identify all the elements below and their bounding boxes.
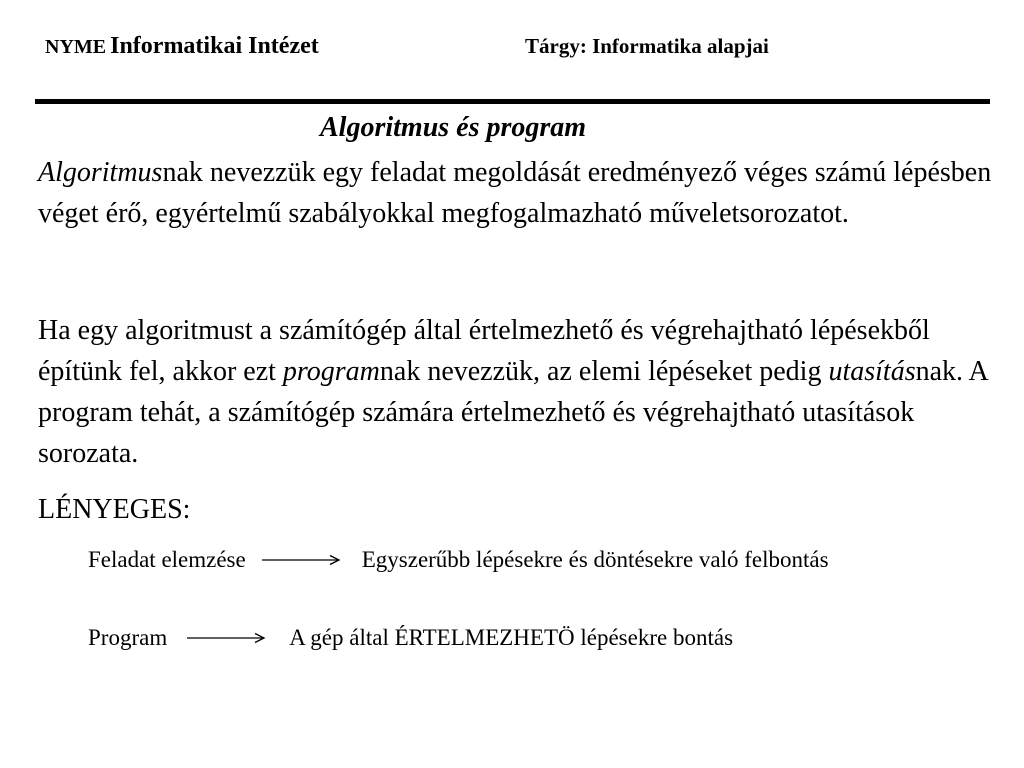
mapping-from: Feladat elemzése bbox=[88, 547, 246, 572]
term-algorithm: Algoritmus bbox=[38, 157, 163, 188]
right-arrow-icon bbox=[262, 553, 342, 567]
institute-header bbox=[45, 33, 319, 60]
right-arrow-icon bbox=[187, 631, 267, 645]
header-divider bbox=[35, 99, 990, 104]
term-program: program bbox=[282, 356, 380, 387]
mapping-row bbox=[88, 547, 829, 573]
slide-title: Algoritmus és program bbox=[320, 112, 587, 143]
mapping-to: Egyszerűbb lépésekre és döntésekre való felbontás bbox=[361, 547, 829, 572]
program-definition bbox=[38, 310, 998, 474]
subject-header: Tárgy: Informatika alapjai bbox=[525, 34, 769, 58]
mapping-to: A gép által ÉRTELMEZHETÖ lépésekre bontás bbox=[289, 625, 734, 650]
program-definition-part3: nak. A program tehát, a számítógép számára értelmezhető és végrehajtható utasítások sorozata. bbox=[38, 356, 988, 469]
program-definition-part2: nak nevezzük, az elemi lépéseket pedig bbox=[379, 356, 829, 387]
mapping-from: Program bbox=[88, 625, 168, 650]
algorithm-definition bbox=[38, 152, 998, 234]
mapping-row bbox=[88, 625, 733, 651]
program-definition-part1: Ha egy algoritmust a számítógép által értelmezhető és végrehajtható lépésekből építünk fel, akkor ezt bbox=[38, 315, 930, 387]
institute-name: Informatikai Intézet bbox=[110, 33, 319, 59]
term-instruction: utasítás bbox=[828, 356, 916, 387]
institute-abbr: NYME bbox=[45, 36, 107, 58]
algorithm-definition-text: nak nevezzük egy feladat megoldását eredményező véges számú lépésben véget érő, egyértelmű szabályokkal megfogalmazható műveletsorozatot. bbox=[38, 157, 992, 229]
important-label: LÉNYEGES: bbox=[38, 494, 191, 525]
